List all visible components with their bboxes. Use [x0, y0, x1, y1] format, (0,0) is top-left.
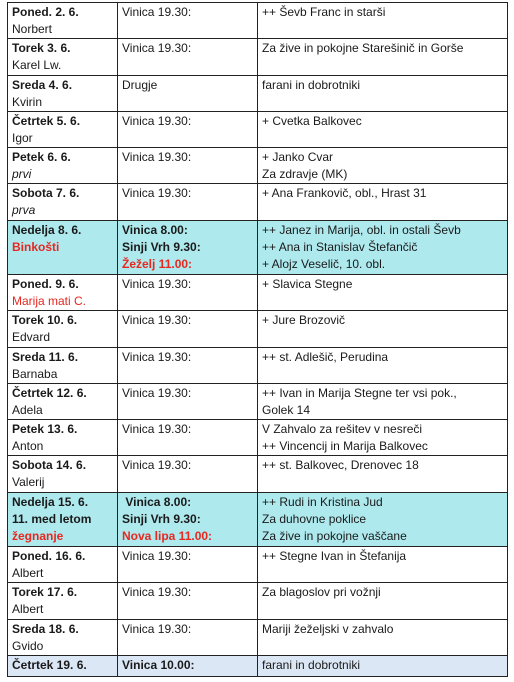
saint-name: prvi — [12, 167, 32, 182]
intention-text: V Zahvalo za rešitev v nesreči — [262, 422, 423, 437]
intention-text: farani in dobrotniki — [262, 77, 361, 92]
table-row — [8, 583, 508, 619]
intention-text: + Cvetka Balkovec — [262, 113, 362, 128]
place-time: Vinica 8.00: — [122, 494, 192, 509]
saint-name: Igor — [12, 130, 33, 145]
day-cell — [8, 546, 118, 582]
saint-name: Valerij — [12, 475, 45, 490]
intention-text: + Jure Brozovič — [262, 313, 346, 328]
place-cell — [118, 111, 258, 147]
intention-cell — [258, 655, 508, 676]
mass-schedule-table — [7, 2, 508, 677]
place-cell — [118, 274, 258, 310]
place-cell — [118, 311, 258, 347]
intention-text: ++ Ivan in Marija Stegne ter vsi pok., — [262, 385, 457, 400]
intention-text: ++ st. Adlešič, Perudina — [262, 349, 389, 364]
saint-name: prva — [12, 203, 36, 218]
place-time: Vinica 19.30: — [122, 5, 192, 19]
saint-name: Kvirin — [12, 94, 43, 109]
table-row — [8, 39, 508, 75]
day-label: Torek 17. 6. — [12, 585, 78, 600]
day-label: Nedelja 15. 6. — [12, 494, 89, 509]
intention-text: ++ Rudi in Kristina Jud — [262, 494, 383, 509]
table-row — [8, 383, 508, 419]
place-cell — [118, 75, 258, 111]
place-time: Vinica 19.30: — [122, 422, 192, 437]
saint-name: Marija mati C. — [12, 293, 87, 308]
place-time: Vinica 19.30: — [122, 186, 192, 201]
day-cell — [8, 311, 118, 347]
intention-text: + Ana Frankovič, obl., Hrast 31 — [262, 186, 427, 201]
intention-text: + Alojz Veselič, 10. obl. — [262, 256, 386, 271]
place-time: Vinica 19.30: — [122, 150, 192, 165]
place-cell — [118, 583, 258, 619]
intention-cell — [258, 546, 508, 582]
intention-text: ++ st. Balkovec, Drenovec 18 — [262, 458, 419, 473]
day-cell — [8, 456, 118, 492]
place-time: Vinica 19.30: — [122, 385, 192, 400]
day-cell — [8, 420, 118, 456]
place-cell — [118, 420, 258, 456]
table-row — [8, 420, 508, 456]
day-label: Nedelja 8. 6. — [12, 222, 82, 237]
place-cell — [118, 39, 258, 75]
intention-text: ++ Ševb Franc in starši — [262, 5, 386, 19]
intention-text: ++ Vincencij in Marija Balkovec — [262, 439, 428, 454]
saint-name: Karel Lw. — [12, 58, 62, 73]
intention-cell — [258, 347, 508, 383]
day-label: Torek 10. 6. — [12, 313, 78, 328]
place-time: Vinica 19.30: — [122, 349, 192, 364]
day-label: Poned. 16. 6. — [12, 548, 86, 563]
intention-text: Za blagoslov pri vožnji — [262, 585, 381, 600]
day-cell — [8, 3, 118, 39]
intention-text: Za žive in pokojne vaščane — [262, 528, 407, 543]
place-time: Vinica 19.30: — [122, 313, 192, 328]
table-row — [8, 311, 508, 347]
day-label: Poned. 9. 6. — [12, 276, 79, 291]
feast-name: Binkošti — [12, 239, 60, 254]
day-label: Četrtek 5. 6. — [12, 113, 81, 128]
saint-name: Albert — [12, 602, 44, 617]
day-label: Torek 3. 6. — [12, 41, 71, 56]
intention-text: ++ Ana in Stanislav Štefančič — [262, 239, 418, 254]
place-cell — [118, 220, 258, 274]
place-time: Sinji Vrh 9.30: — [122, 239, 201, 254]
place-cell — [118, 347, 258, 383]
intention-text: + Slavica Stegne — [262, 276, 353, 291]
day-cell — [8, 655, 118, 676]
intention-text: Za žive in pokojne Starešinič in Gorše — [262, 41, 464, 56]
table-row — [8, 184, 508, 220]
saint-name: Barnaba — [12, 366, 58, 381]
day-cell — [8, 383, 118, 419]
place-time: Vinica 19.30: — [122, 458, 192, 473]
table-row — [8, 619, 508, 655]
saint-name: Gvido — [12, 638, 44, 653]
saint-name: Adela — [12, 402, 43, 417]
feast-name: žegnanje — [12, 528, 64, 543]
day-cell — [8, 148, 118, 184]
place-time: Drugje — [122, 77, 158, 92]
intention-cell — [258, 420, 508, 456]
table-row — [8, 655, 508, 676]
table-row — [8, 3, 508, 39]
intention-text: ++ Stegne Ivan in Štefanija — [262, 548, 407, 563]
day-cell — [8, 111, 118, 147]
day-label: Petek 6. 6. — [12, 150, 71, 165]
intention-cell — [258, 383, 508, 419]
place-time: Vinica 19.30: — [122, 113, 192, 128]
place-time: Vinica 19.30: — [122, 276, 192, 291]
intention-cell — [258, 184, 508, 220]
day-label: Petek 13. 6. — [12, 422, 78, 437]
intention-cell — [258, 39, 508, 75]
day-label: Četrtek 12. 6. — [12, 385, 87, 400]
intention-text: Golek 14 — [262, 402, 311, 417]
saint-name: Norbert — [12, 22, 53, 36]
place-time: Vinica 19.30: — [122, 621, 192, 636]
day-cell — [8, 347, 118, 383]
table-row — [8, 456, 508, 492]
sunday-name: 11. med letom — [12, 511, 92, 526]
intention-cell — [258, 311, 508, 347]
table-row — [8, 546, 508, 582]
day-cell — [8, 274, 118, 310]
place-time: Vinica 19.30: — [122, 41, 192, 56]
day-label: Sobota 7. 6. — [12, 186, 80, 201]
table-row-sunday — [8, 492, 508, 546]
intention-text: + Janko Cvar — [262, 150, 334, 165]
intention-cell — [258, 619, 508, 655]
day-label: Sreda 11. 6. — [12, 349, 79, 364]
day-label: Poned. 2. 6. — [12, 5, 79, 19]
place-cell — [118, 148, 258, 184]
place-cell — [118, 546, 258, 582]
table-row — [8, 75, 508, 111]
intention-cell — [258, 220, 508, 274]
intention-cell — [258, 75, 508, 111]
place-cell — [118, 619, 258, 655]
intention-text: ++ Janez in Marija, obl. in ostali Ševb — [262, 222, 461, 237]
day-cell — [8, 583, 118, 619]
day-cell — [8, 619, 118, 655]
table-row-sunday — [8, 220, 508, 274]
day-cell — [8, 220, 118, 274]
intention-cell — [258, 456, 508, 492]
place-cell — [118, 3, 258, 39]
place-time: Vinica 19.30: — [122, 585, 192, 600]
place-cell — [118, 456, 258, 492]
intention-cell — [258, 583, 508, 619]
intention-cell — [258, 111, 508, 147]
day-cell — [8, 492, 118, 546]
day-cell — [8, 184, 118, 220]
intention-text: Mariji žeželjski v zahvalo — [262, 621, 394, 636]
place-cell — [118, 383, 258, 419]
place-cell — [118, 492, 258, 546]
place-time: Žeželj 11.00: — [122, 256, 193, 271]
place-time: Vinica 8.00: — [122, 222, 188, 237]
day-cell — [8, 39, 118, 75]
saint-name: Edvard — [12, 330, 51, 345]
intention-text: Za zdravje (MK) — [262, 167, 348, 182]
day-label: Četrtek 19. 6. — [12, 657, 87, 672]
day-label: Sreda 18. 6. — [12, 621, 79, 636]
table-row — [8, 111, 508, 147]
intention-cell — [258, 3, 508, 39]
intention-cell — [258, 274, 508, 310]
day-label: Sreda 4. 6. — [12, 77, 73, 92]
intention-cell — [258, 492, 508, 546]
intention-text: Za duhovne poklice — [262, 511, 367, 526]
intention-cell — [258, 148, 508, 184]
table-row — [8, 274, 508, 310]
table-row — [8, 148, 508, 184]
place-cell — [118, 184, 258, 220]
place-time: Nova lipa 11.00: — [122, 528, 213, 543]
place-time: Vinica 10.00: — [122, 657, 195, 672]
day-cell — [8, 75, 118, 111]
table-row — [8, 347, 508, 383]
place-time: Vinica 19.30: — [122, 548, 192, 563]
saint-name: Albert — [12, 565, 44, 580]
place-time: Sinji Vrh 9.30: — [122, 511, 201, 526]
saint-name: Anton — [12, 439, 44, 454]
day-label: Sobota 14. 6. — [12, 458, 87, 473]
place-cell — [118, 655, 258, 676]
intention-text: farani in dobrotniki — [262, 657, 361, 672]
